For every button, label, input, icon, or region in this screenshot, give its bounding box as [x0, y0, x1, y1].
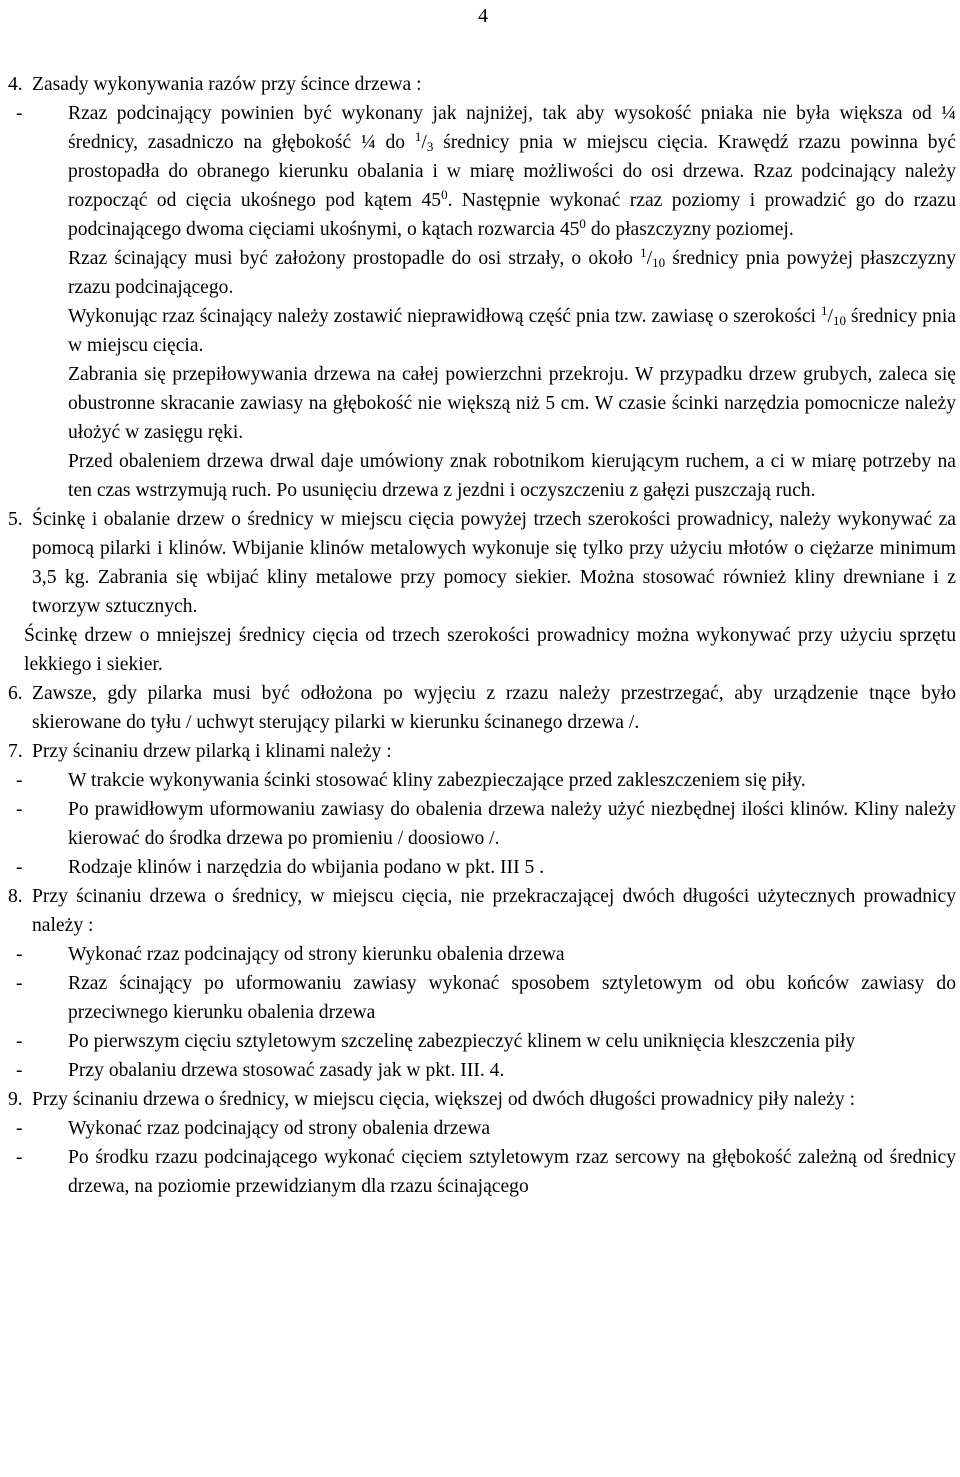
list-item-text: Po środku rzazu podcinającego wykonać cięciem sztyletowym rzaz sercowy na głębokość zależną od średnicy drzewa, na poziomie przewidzianym dla rzazu ścinającego: [68, 1147, 956, 1197]
list-dash: -: [16, 799, 23, 820]
fraction-one-tenth: $^1$/10: [820, 303, 846, 328]
section-title: Przy ścinaniu drzewa o średnicy, w miejscu cięcia, nie przekraczającej dwóch długości użytecznych prowadnicy należy :: [32, 886, 956, 936]
list-item: [16, 795, 956, 853]
section-8-heading: [8, 882, 956, 940]
list-dash: -: [16, 103, 23, 124]
section-4-paragraph-2: Rzaz ścinający musi być założony prostopadle do osi strzały, o około $^1$/10 średnicy pnia powyżej płaszczyzny rzazu podcinającego.: [68, 245, 956, 298]
list-item: [16, 1027, 956, 1056]
list-item: [16, 1114, 956, 1143]
section-title: Przy ścinaniu drzewa o średnicy, w miejscu cięcia, większej od dwóch długości prowadnicy piły należy :: [32, 1089, 856, 1110]
section-title: Zasady wykonywania razów przy ścince drzewa :: [32, 74, 422, 95]
section-number: 4.: [8, 74, 23, 95]
page-number: 4: [478, 5, 488, 27]
section-6-heading: [8, 679, 956, 737]
section-number: 5.: [8, 509, 23, 530]
list-item: [16, 969, 956, 1027]
section-7-heading: [8, 737, 956, 766]
list-item: [16, 1056, 956, 1085]
section-5-heading: [8, 505, 956, 621]
section-text: Zawsze, gdy pilarka musi być odłożona po wyjęciu z rzazu należy przestrzegać, aby urządzenie tnące było skierowane do tyłu / uchwyt sterujący pilarki w kierunku ścinanego drzewa /.: [32, 683, 956, 733]
list-item: [16, 940, 956, 969]
list-item: [16, 1143, 956, 1201]
list-dash: -: [16, 857, 23, 878]
section-4-heading: [8, 70, 956, 99]
section-4-paragraph-1: Rzaz podcinający powinien być wykonany jak najniżej, tak aby wysokość pniaka nie była większa od ¼ średnicy, zasadniczo na głębokość ¼ do $^1$/3 średnicy pnia w miejscu cięcia. Krawędź rzazu powinna być prostopadła do obranego kierunku obalania i w miarę możliwości do osi drzewa. Rzaz podcinający należy rozpocząć od cięcia ukośnego pod kątem $45^0$. Następnie wykonać rzaz poziomy i prowadzić go do rzazu podcinającego dwoma cięciami ukośnymi, o kątach rozwarcia $45^0$ do płaszczyzny poziomej.: [68, 103, 956, 240]
fraction-one-tenth: $^1$/10: [640, 245, 666, 270]
section-number: 6.: [8, 683, 23, 704]
list-dash: -: [16, 1147, 23, 1168]
list-dash: -: [16, 1118, 23, 1139]
section-4-paragraph-4: Zabrania się przepiłowywania drzewa na całej powierzchni przekroju. W przypadku drzew grubych, zaleca się obustronne skracanie zawiasy na głębokość nie większą niż 5 cm. W czasie ścinki narzędzia pomocnicze należy ułożyć w zasięgu ręki.: [68, 364, 956, 443]
list-item: [16, 99, 956, 244]
section-number: 8.: [8, 886, 23, 907]
section-5-paragraph-2: Ścinkę drzew o mniejszej średnicy cięcia od trzech szerokości prowadnicy można wykonywać przy użyciu sprzętu lekkiego i siekier.: [24, 625, 956, 675]
list-item: [16, 766, 956, 795]
list-item-text: Wykonać rzaz podcinający od strony kierunku obalenia drzewa: [68, 944, 565, 965]
section-4-paragraph-3: Wykonując rzaz ścinający należy zostawić nieprawidłową część pnia tzw. zawiasę o szerokości $^1$/10 średnicy pnia w miejscu cięcia.: [68, 303, 956, 356]
section-number: 9.: [8, 1089, 23, 1110]
document-body: [8, 70, 956, 1201]
list-dash: -: [16, 1060, 23, 1081]
list-item-text: Rzaz ścinający po uformowaniu zawiasy wykonać sposobem sztyletowym od obu końców zawiasy do przeciwnego kierunku obalenia drzewa: [68, 973, 956, 1023]
section-4-paragraph-5: Przed obaleniem drzewa drwal daje umówiony znak robotnikom kierującym ruchem, a ci w miarę potrzeby na ten czas wstrzymują ruch. Po usunięciu drzewa z jezdni i oczyszczeniu z gałęzi puszczają ruch.: [68, 451, 956, 501]
section-title: Przy ścinaniu drzew pilarką i klinami należy :: [32, 741, 392, 762]
list-dash: -: [16, 770, 23, 791]
fraction-one-third: $^1$/3: [414, 129, 434, 154]
section-9-heading: [8, 1085, 956, 1114]
list-dash: -: [16, 973, 23, 994]
list-dash: -: [16, 1031, 23, 1052]
list-item-text: Po pierwszym cięciu sztyletowym szczelinę zabezpieczyć klinem w celu uniknięcia kleszczenia piły: [68, 1031, 856, 1052]
list-item-text: Wykonać rzaz podcinający od strony obalenia drzewa: [68, 1118, 491, 1139]
list-dash: -: [16, 944, 23, 965]
list-item-text: Po prawidłowym uformowaniu zawiasy do obalenia drzewa należy użyć niezbędnej ilości klinów. Kliny należy kierować do środka drzewa po promieniu / doosiowo /.: [68, 799, 956, 849]
section-text: Ścinkę i obalanie drzew o średnicy w miejscu cięcia powyżej trzech szerokości prowadnicy, należy wykonywać za pomocą pilarki i klinów. Wbijanie klinów metalowych wykonuje się tylko przy użyciu młotów o ciężarze minimum 3,5 kg. Zabrania się wbijać kliny metalowe przy pomocy siekier. Można stosować również kliny drewniane i z tworzyw sztucznych.: [32, 509, 956, 617]
degree-superscript: 0: [579, 216, 586, 231]
degree-superscript: 0: [441, 187, 448, 202]
list-item-text: W trakcie wykonywania ścinki stosować kliny zabezpieczające przed zakleszczeniem się piły.: [68, 770, 806, 791]
list-item-text: Przy obalaniu drzewa stosować zasady jak w pkt. III. 4.: [68, 1060, 505, 1081]
list-item: [16, 853, 956, 882]
section-number: 7.: [8, 741, 23, 762]
list-item-text: Rodzaje klinów i narzędzia do wbijania podano w pkt. III 5 .: [68, 857, 545, 878]
